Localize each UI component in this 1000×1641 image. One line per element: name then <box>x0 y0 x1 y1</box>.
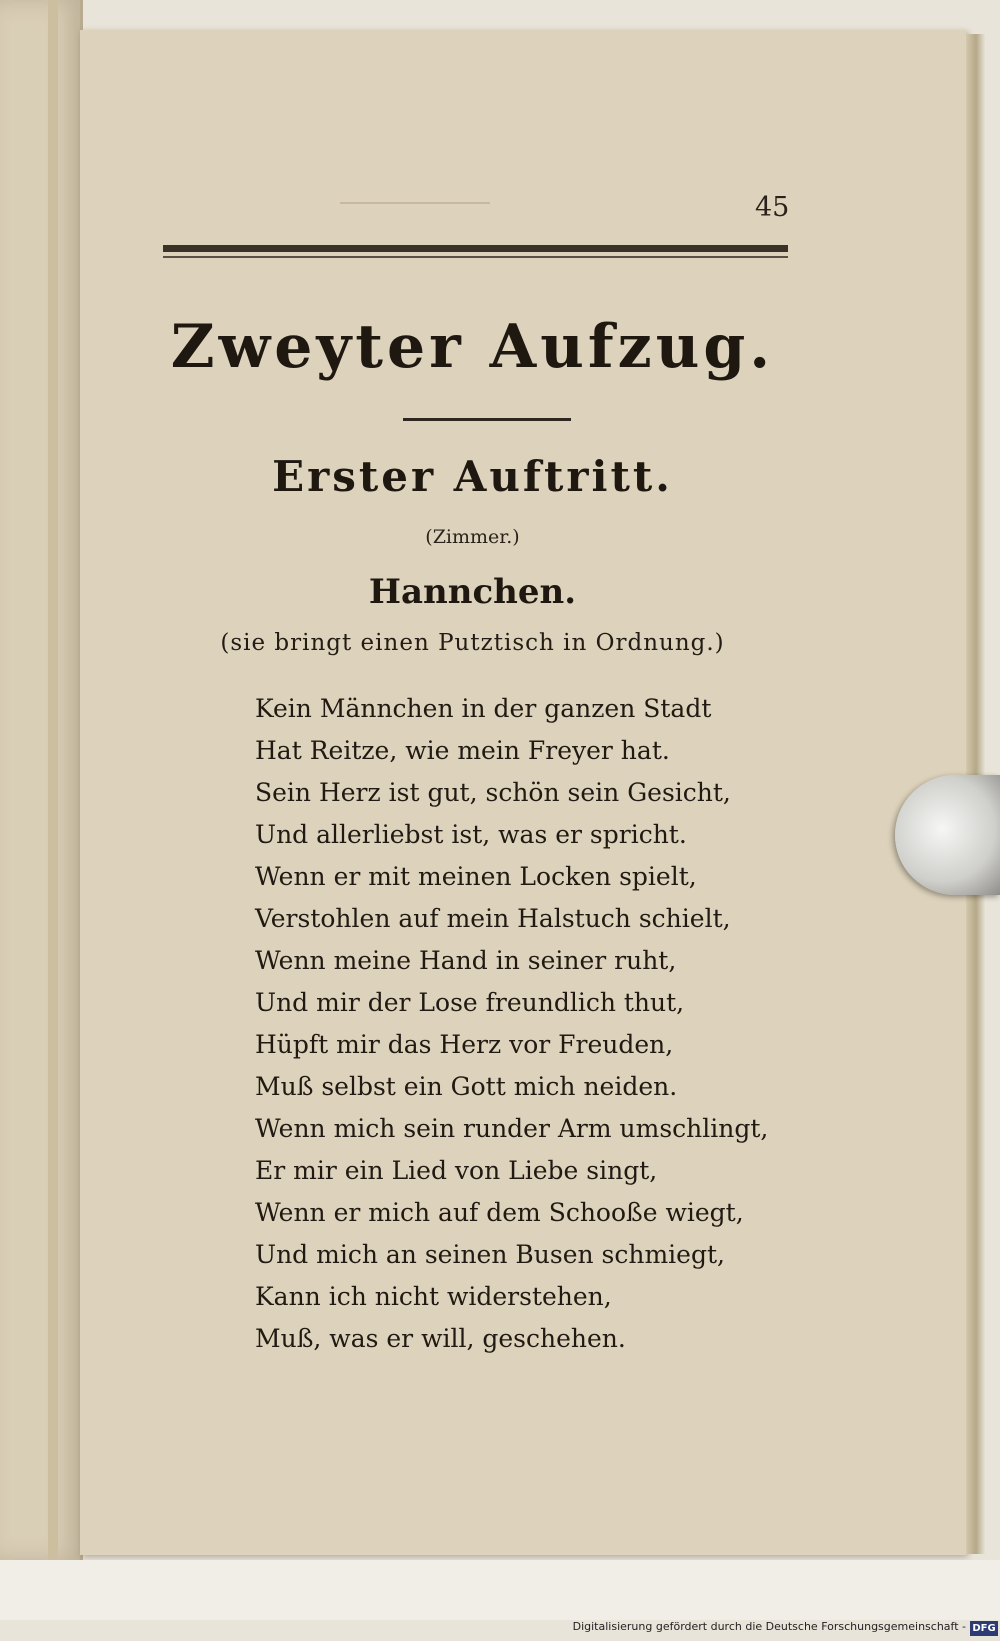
stage-direction: (sie bringt einen Putztisch in Ordnung.) <box>220 630 725 656</box>
verse-line: Wenn er mit meinen Locken spielt, <box>255 862 697 891</box>
title-divider <box>403 418 571 421</box>
verse-block <box>255 688 775 1360</box>
verse-line: Kann ich nicht widerstehen, <box>255 1282 612 1311</box>
footer-credit: Digitalisierung gefördert durch die Deutsche Forschungsgemeinschaft - <box>572 1620 966 1633</box>
verse-line: Verstohlen auf mein Halstuch schielt, <box>255 904 731 933</box>
verse-line: Wenn mich sein runder Arm umschlingt, <box>255 1114 769 1143</box>
verse-line: Und allerliebst ist, was er spricht. <box>255 820 687 849</box>
verse-line: Und mir der Lose freundlich thut, <box>255 988 685 1017</box>
dfg-logo: DFG <box>970 1621 998 1636</box>
act-title: Zweyter Aufzug. <box>170 312 775 382</box>
header-rule-thin <box>163 256 788 258</box>
scene-setting: (Zimmer.) <box>425 526 520 548</box>
scene-title: Erster Auftritt. <box>272 452 673 501</box>
verse-line: Kein Männchen in der ganzen Stadt <box>255 694 712 723</box>
left-page-edge <box>48 0 58 1560</box>
verse-line: Muß, was er will, geschehen. <box>255 1324 626 1353</box>
verse-line: Hat Reitze, wie mein Freyer hat. <box>255 736 670 765</box>
bottom-strip <box>0 1560 1000 1620</box>
verse-line: Hüpft mir das Herz vor Freuden, <box>255 1030 674 1059</box>
header-rule <box>163 245 788 252</box>
verse-line: Er mir ein Lied von Liebe singt, <box>255 1156 658 1185</box>
page-number: 45 <box>755 192 790 223</box>
faint-rule <box>340 202 490 204</box>
left-page <box>0 0 83 1560</box>
verse-line: Sein Herz ist gut, schön sein Gesicht, <box>255 778 731 807</box>
verse-line: Wenn meine Hand in seiner ruht, <box>255 946 677 975</box>
verse-line: Muß selbst ein Gott mich neiden. <box>255 1072 678 1101</box>
verse-line: Und mich an seinen Busen schmiegt, <box>255 1240 725 1269</box>
verse-line: Wenn er mich auf dem Schooße wiegt, <box>255 1198 744 1227</box>
character-name: Hannchen. <box>368 572 577 612</box>
